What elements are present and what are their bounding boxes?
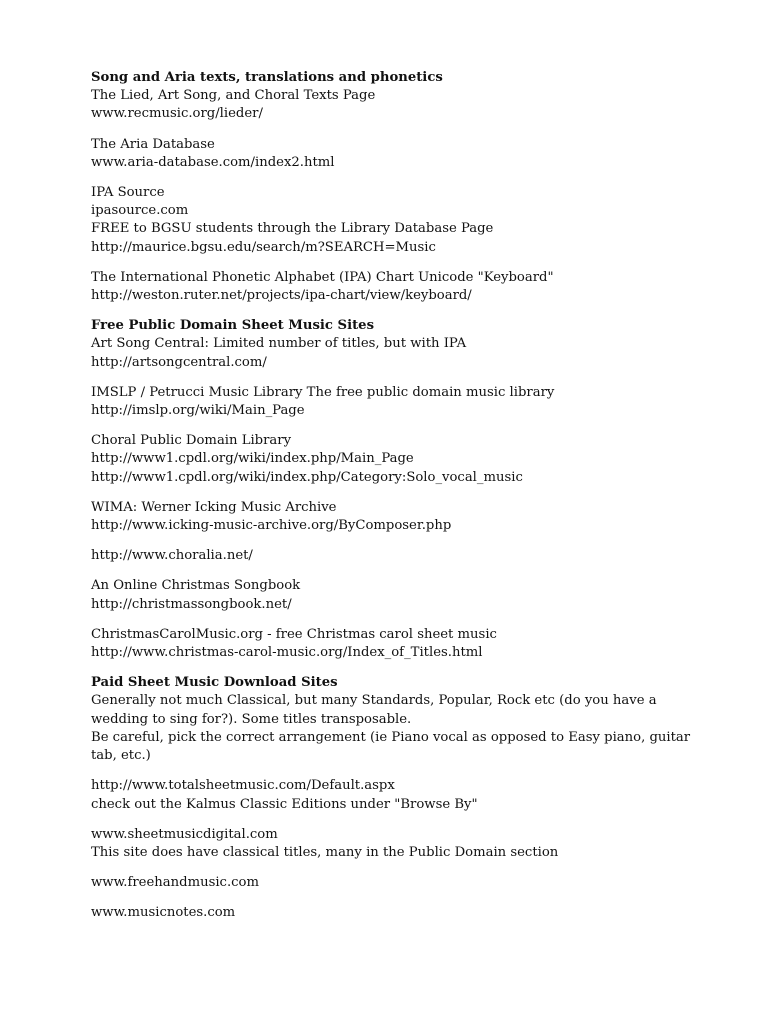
entry-ipa-source bbox=[91, 184, 691, 257]
entry-url[interactable]: http://www.totalsheetmusic.com/Default.aspx bbox=[91, 778, 395, 794]
section-free-sheet-music bbox=[91, 317, 691, 662]
entry-title: ChristmasCarolMusic.org - free Christmas carol sheet music bbox=[91, 626, 497, 642]
entry-url[interactable]: http://www1.cpdl.org/wiki/index.php/Category:Solo_vocal_music bbox=[91, 469, 523, 485]
entry-cpdl bbox=[91, 432, 691, 487]
entry-title: IPA Source bbox=[91, 185, 165, 201]
entry-freehand-music bbox=[91, 874, 691, 892]
entry-url[interactable]: http://www.icking-music-archive.org/ByComposer.php bbox=[91, 518, 452, 534]
section-heading: Free Public Domain Sheet Music Sites bbox=[91, 318, 374, 334]
section-paid-sheet-music bbox=[91, 674, 691, 922]
entry-url[interactable]: www.musicnotes.com bbox=[91, 905, 236, 921]
entry-paragraph: Generally not much Classical, but many Standards, Popular, Rock etc (do you have a wedding to sing for?). Some titles transposable. bbox=[91, 693, 657, 727]
entry-url[interactable]: http://weston.ruter.net/projects/ipa-chart/view/keyboard/ bbox=[91, 288, 472, 304]
entry-christmas-songbook bbox=[91, 577, 691, 613]
entry-title: The International Phonetic Alphabet (IPA) Chart Unicode "Keyboard" bbox=[91, 269, 554, 285]
entry-url[interactable]: www.aria-database.com/index2.html bbox=[91, 154, 335, 170]
entry-sheet-music-digital bbox=[91, 826, 691, 862]
entry-musicnotes bbox=[91, 904, 691, 922]
entry-title: IMSLP / Petrucci Music Library The free public domain music library bbox=[91, 384, 555, 400]
section-heading: Paid Sheet Music Download Sites bbox=[91, 675, 338, 691]
section-song-aria-texts bbox=[91, 69, 691, 305]
entry-aria-database bbox=[91, 136, 691, 172]
entry-lied-texts-page bbox=[91, 87, 691, 123]
entry-paragraph: Be careful, pick the correct arrangement (ie Piano vocal as opposed to Easy piano, guitar tab, etc.) bbox=[91, 729, 691, 764]
entry-note: This site does have classical titles, many in the Public Domain section bbox=[91, 844, 559, 860]
entry-wima bbox=[91, 499, 691, 535]
entry-title: The Lied, Art Song, and Choral Texts Page bbox=[91, 88, 376, 104]
entry-title: Choral Public Domain Library bbox=[91, 433, 292, 449]
entry-total-sheet-music bbox=[91, 777, 691, 813]
entry-url[interactable]: http://maurice.bgsu.edu/search/m?SEARCH=Music bbox=[91, 239, 436, 255]
entry-url[interactable]: http://imslp.org/wiki/Main_Page bbox=[91, 403, 305, 419]
entry-paid-intro bbox=[91, 692, 691, 765]
document-body bbox=[91, 69, 691, 923]
entry-title: The Aria Database bbox=[91, 136, 215, 152]
entry-imslp bbox=[91, 384, 691, 420]
entry-url[interactable]: www.recmusic.org/lieder/ bbox=[91, 106, 263, 122]
entry-url[interactable]: http://christmassongbook.net/ bbox=[91, 596, 292, 612]
entry-note: FREE to BGSU students through the Library Database Page bbox=[91, 221, 494, 237]
entry-choralia bbox=[91, 547, 691, 565]
entry-art-song-central bbox=[91, 335, 691, 371]
entry-url[interactable]: http://artsongcentral.com/ bbox=[91, 354, 267, 370]
entry-url[interactable]: www.sheetmusicdigital.com bbox=[91, 826, 278, 842]
entry-christmas-carol-music bbox=[91, 626, 691, 662]
entry-title: WIMA: Werner Icking Music Archive bbox=[91, 499, 337, 515]
section-heading: Song and Aria texts, translations and phonetics bbox=[91, 70, 443, 85]
entry-url[interactable]: http://www.christmas-carol-music.org/Index_of_Titles.html bbox=[91, 645, 483, 661]
entry-url[interactable]: ipasource.com bbox=[91, 203, 189, 219]
entry-url[interactable]: http://www.choralia.net/ bbox=[91, 548, 253, 564]
entry-note: check out the Kalmus Classic Editions under "Browse By" bbox=[91, 796, 478, 812]
entry-title: Art Song Central: Limited number of titles, but with IPA bbox=[91, 336, 467, 352]
entry-ipa-chart-keyboard bbox=[91, 269, 691, 305]
entry-title: An Online Christmas Songbook bbox=[91, 578, 301, 594]
entry-url[interactable]: http://www1.cpdl.org/wiki/index.php/Main_Page bbox=[91, 451, 414, 467]
entry-url[interactable]: www.freehandmusic.com bbox=[91, 875, 259, 891]
